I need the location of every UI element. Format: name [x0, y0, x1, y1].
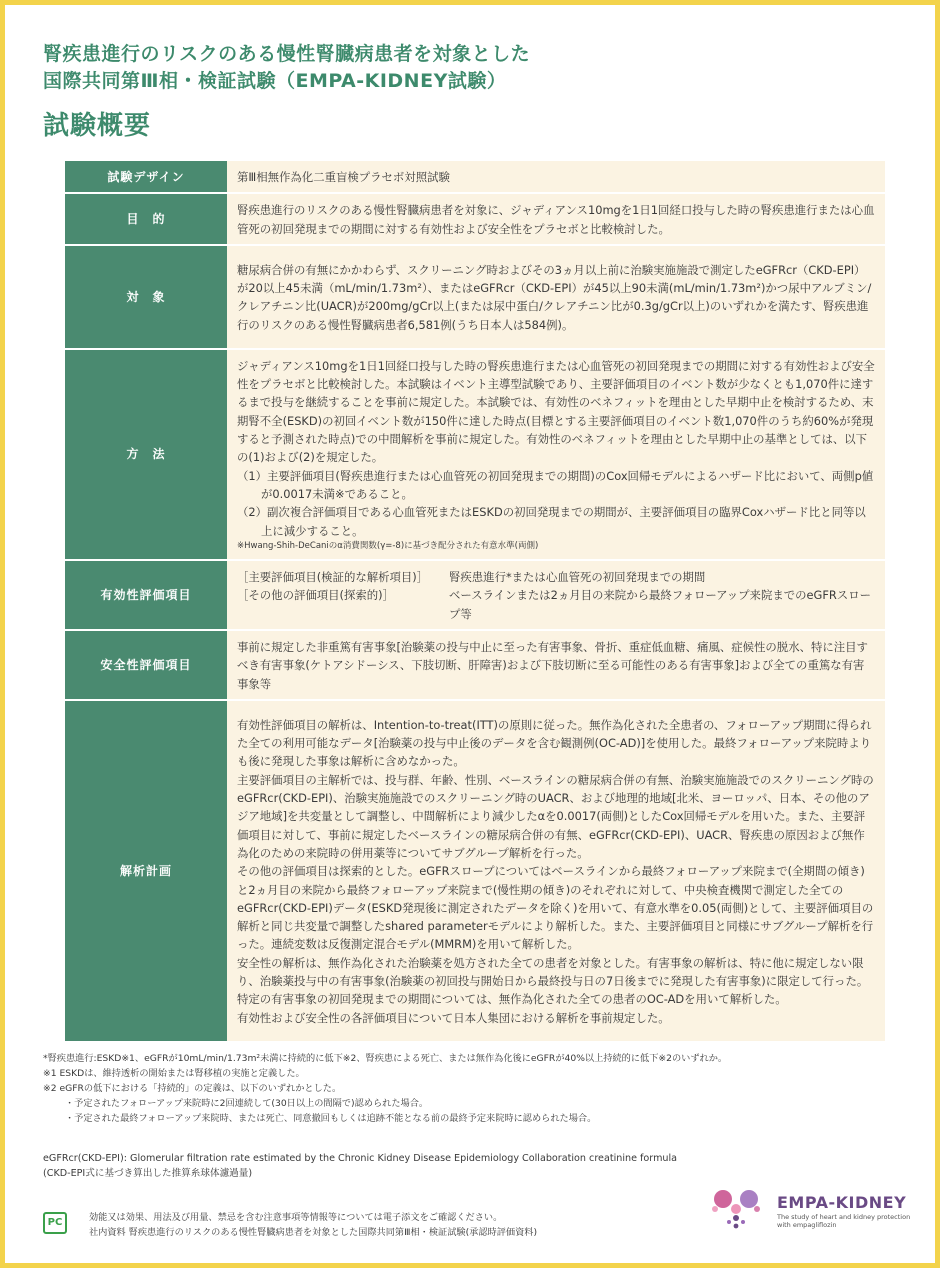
bottom-notice [43, 1210, 537, 1240]
row-value [227, 700, 885, 1042]
row-label: 方 法 [65, 349, 227, 560]
primary-endpoint [237, 568, 875, 586]
footnote: ※2 eGFRの低下における「持続的」の定義は、以下のいずれかとした。 [43, 1083, 342, 1094]
empa-kidney-logo [705, 1185, 915, 1235]
egfr-definition [43, 1151, 677, 1181]
row-label: 安全性評価項目 [65, 630, 227, 700]
footnotes [43, 1051, 727, 1126]
table-row [65, 193, 885, 245]
row-value: 腎疾患進行のリスクのある慢性腎臓病患者を対象に、ジャディアンス10mgを1日1回経口投与した時の腎疾患進行または心血管死の初回発現までの期間に対する有効性および安全性をプラセボと比較検討した。 [227, 193, 885, 245]
analysis-paragraph-5: 有効性および安全性の各評価項目について日本人集団における解析を事前規定した。 [237, 1010, 670, 1025]
section-heading: 試験概要 [43, 111, 152, 141]
analysis-paragraph-3: その他の評価項目は探索的とした。eGFRスロープについてはベースラインから最終フォローアップ来院まで(全期間の傾き)と2ヵ月目の来院から最終フォローアップ来院まで(慢性期の傾き)のそれぞれに対して、中央検査機関で測定した全てのeGFRcr(CKD-EPI)データ(ESKD発現後に測定されたデータを除く)を用いて、有意水準を0.05(両側)として、主要評価項目の解析と同じ共変量で調整したshared parameterモデルにより解析した。また、主要評価項目と同様にサブグループ解析を行った。連続変数は反復測定混合モデル(MMRM)を用いて解析した。 [237, 864, 874, 952]
analysis-paragraph-4: 安全性の解析は、無作為化された治験薬を処方された全ての患者を対象とした。有害事象の解析は、特に他に規定しない限り、治験薬投与中の有害事象(治験薬の初回投与開始日から最終投与日の7日後までに発現した有害事象)に限定して行った。特定の有害事象の初回発現までの期間については、無作為化された全ての患者のOC-ADを用いて解析した。 [237, 955, 869, 1007]
analysis-paragraph-1: 有効性評価項目の解析は、Intention-to-treat(ITT)の原則に従った。無作為化された全患者の、フォローアップ期間に得られた全ての利用可能なデータ[治験薬の投与中止後のデータを含む観測例(OC-AD)]を使用した。最終フォローアップ来院時よりも後に発現した事象は解析に含めなかった。 [237, 717, 872, 769]
page-title [43, 41, 530, 95]
table-row [65, 630, 885, 700]
title-line-2: 国際共同第Ⅲ相・検証試験（EMPA-KIDNEY試験） [43, 70, 507, 92]
egfr-definition-ja: (CKD-EPI式に基づき算出した推算糸球体濾過量) [43, 1168, 253, 1179]
footnote: ・予定された最終フォローアップ来院時、または死亡、同意撤回もしくは追跡不能となる前の最終予定来院時に認められた場合。 [65, 1113, 597, 1124]
method-criterion-1: （1）主要評価項目(腎疾患進行または心血管死の初回発現までの期間)のCox回帰モデルによるハザード比において、両側p値が0.0017未満※であること。 [237, 468, 874, 501]
row-value [227, 349, 885, 560]
analysis-paragraph-2: 主要評価項目の主解析では、投与群、年齢、性別、ベースラインの糖尿病合併の有無、治験実施施設でのスクリーニング時のeGFRcr(CKD-EPI)、治験実施施設でのスクリーニング時のUACR、および地理的地域[北米、ヨーロッパ、日本、その他のアジア地域]を共変量として調整し、中間解析により減少したαを0.0017(両側)としたCox回帰モデルを用いた。また、主要評価項目に対して、事前に規定したベースラインの糖尿病合併の有無、eGFRcr(CKD-EPI)、UACR、腎疾患の原因および無作為化のための来院時の併用薬等についてサブグループ解析を行った。 [237, 772, 874, 860]
row-value: 第Ⅲ相無作為化二重盲検プラセボ対照試験 [227, 161, 885, 193]
other-endpoint [237, 586, 875, 623]
logo-tagline-2: with empagliflozin [777, 1221, 837, 1229]
method-criterion-2: （2）副次複合評価項目である心血管死またはESKDの初回発現までの期間が、主要評価項目の臨界Coxハザード比と同等以上に減少すること。 [237, 505, 866, 538]
pc-icon: PC [43, 1212, 67, 1234]
row-value: 事前に規定した非重篤有害事象[治験薬の投与中止に至った有害事象、骨折、重症低血糖、痛風、症候性の脱水、特に注目すべき有害事象(ケトアシドーシス、下肢切断、肝障害)および下肢切断に至る可能性のある有害事象]および全ての重篤な有害事象等 [227, 630, 885, 700]
study-summary-table [65, 161, 885, 1043]
row-value [227, 560, 885, 630]
method-note: ※Hwang-Shih-DeCaniのα消費関数(γ=-8)に基づき配分された有意水準(両側) [237, 540, 539, 551]
table-row [65, 245, 885, 349]
footnote: ・予定されたフォローアップ来院時に2回連続して(30日以上の間隔で)認められた場合。 [65, 1098, 429, 1109]
table-row [65, 349, 885, 560]
logo-tagline [777, 1213, 910, 1229]
bottom-text [89, 1210, 537, 1240]
table-row [65, 560, 885, 630]
other-endpoint-key: ［その他の評価項目(探索的)］ [237, 588, 394, 603]
primary-endpoint-value: 腎疾患進行*または心血管死の初回発現までの期間 [449, 569, 706, 584]
row-label: 解析計画 [65, 700, 227, 1042]
footnote: *腎疾患進行:ESKD※1、eGFRが10mL/min/1.73m²未満に持続的に低下※2、腎疾患による死亡、または無作為化後にeGFRが40%以上持続的に低下※2のいずれか。 [43, 1053, 728, 1064]
kidney-logo-icon [705, 1185, 773, 1233]
bottom-line-2: 社内資料 腎疾患進行のリスクのある慢性腎臓病患者を対象とした国際共同第Ⅲ相・検証試験(承認時評価資料) [89, 1227, 538, 1238]
row-label: 有効性評価項目 [65, 560, 227, 630]
method-text: ジャディアンス10mgを1日1回経口投与した時の腎疾患進行または心血管死の初回発現までの期間に対する有効性および安全性をプラセボと比較検討した。本試験はイベント主導型試験であり、主要評価項目のイベント数が少なくとも1,070件に達するまで投与を継続することを事前に規定した。本試験では、有効性のベネフィットを理由とした早期中止を検討するため、末期腎不全(ESKD)の初回イベント数が150件に達した時点(目標とする主要評価項目のイベント数1,070件のうち約60%が発現すると予測された時点)での中間解析を事前に規定した。有効性のベネフィットを理由とした早期中止の基準としては、以下の(1)および(2)を規定した。 [237, 358, 875, 465]
egfr-definition-en: eGFRcr(CKD-EPI): Glomerular filtration rate estimated by the Chronic Kidney Disease Epidemiology Collaboration creatinine formula [43, 1153, 678, 1164]
primary-endpoint-key: ［主要評価項目(検証的な解析項目)］ [237, 569, 429, 584]
other-endpoint-value: ベースラインまたは2ヵ月目の来院から最終フォローアップ来院までのeGFRスロープ等 [449, 588, 871, 621]
table-row [65, 161, 885, 193]
logo-tagline-1: The study of heart and kidney protection [777, 1213, 911, 1221]
row-label: 目 的 [65, 193, 227, 245]
bottom-line-1: 効能又は効果、用法及び用量、禁忌を含む注意事項等情報等については電子添文をご確認ください。 [89, 1212, 503, 1223]
logo-name: EMPA-KIDNEY [777, 1193, 907, 1212]
table-row [65, 700, 885, 1042]
row-label: 試験デザイン [65, 161, 227, 193]
row-value: 糖尿病合併の有無にかかわらず、スクリーニング時およびその3ヵ月以上前に治験実施施設で測定したeGFRcr（CKD-EPI）が20以上45未満（mL/min/1.73m²）、またはeGFRcr（CKD-EPI）が45以上90未満(mL/min/1.73m²)かつ尿中アルブミン/クレアチニン比(UACR)が200mg/gCr以上(または尿中蛋白/クレアチニン比が0.3g/gCr以上)のいずれかを満たす、腎疾患進行のリスクのある慢性腎臓病患者6,581例(うち日本人は584例)。 [227, 245, 885, 349]
title-line-1: 腎疾患進行のリスクのある慢性腎臓病患者を対象とした [43, 43, 531, 65]
row-label: 対 象 [65, 245, 227, 349]
footnote: ※1 ESKDは、維持透析の開始または腎移植の実施と定義した。 [43, 1068, 305, 1079]
